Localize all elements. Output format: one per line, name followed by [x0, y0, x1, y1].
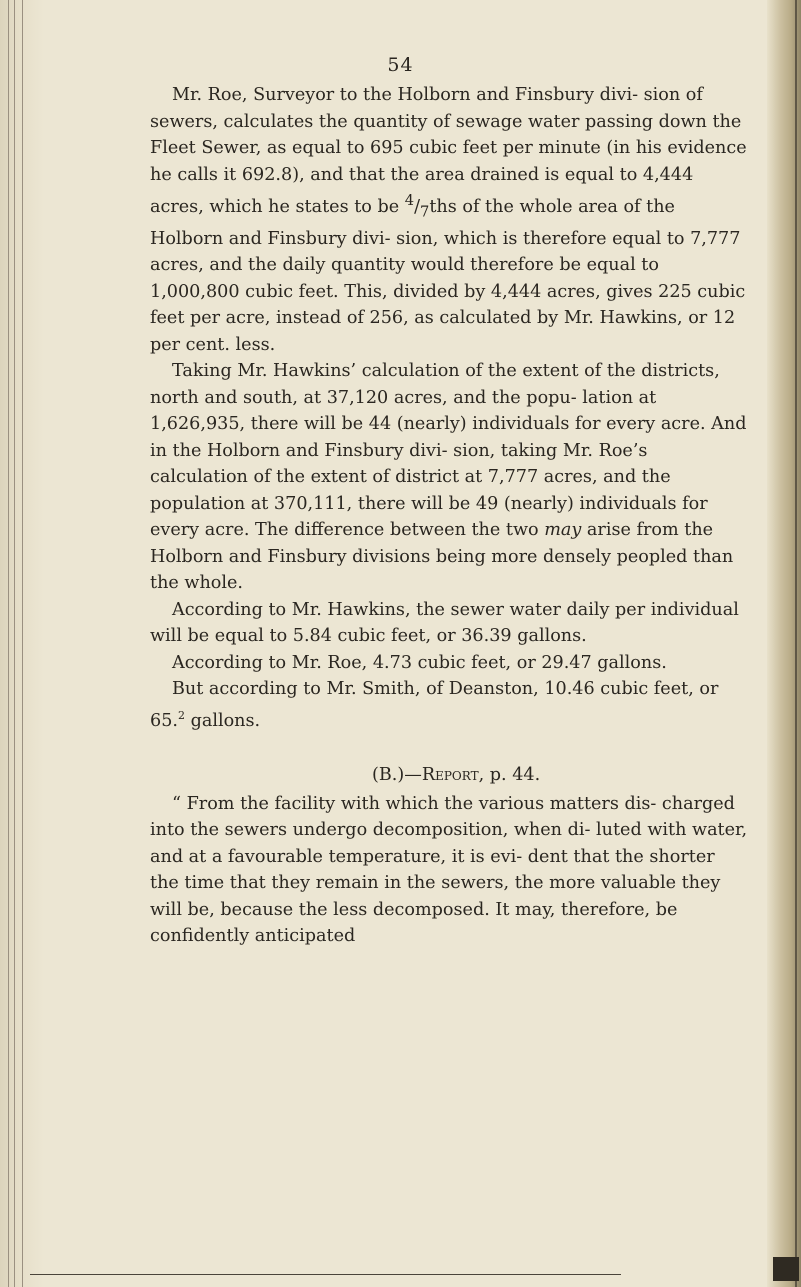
quote-paragraph: “ From the facility with which the various matters dis- charged into the sewers undergo decomposition, when di- luted with water, and at a favourable temperature, it is evi- dent that the shorter the time that they remain in the sewers, the more valuable they will be, because the less decomposed. It may, therefore, be confidently anticipated: [150, 793, 748, 947]
paragraph-hawkins-per-individual: According to Mr. Hawkins, the sewer water daily per individual will be equal to 5.84 cubic feet, or 36.39 gallons.: [150, 599, 739, 647]
paragraph-roe-surveyor: Mr. Roe, Surveyor to the Holborn and Finsbury divi- sion of sewers, calculates the quantity of sewage water passing down the Fleet Sewer, as equal to 695 cubic feet per minute (in his evidence he calls it 692.8), and that the area drained is equal to 4,444 acres, which he states to be $^4/_7ths$ of the whole area of the Holborn and Finsbury divi- sion, which is therefore equal to 7,777 acres, and the daily quantity would therefore be equal to 1,000,800 cubic feet. This, divided by 4,444 acres, gives 225 cubic feet per acre, instead of 256, as calculated by Mr. Hawkins, or 12 per cent. less.: [150, 85, 747, 355]
paragraph-roe-per-individual: According to Mr. Roe, 4.73 cubic feet, or 29.47 gallons.: [172, 652, 667, 673]
paragraph-hawkins-calculation: Taking Mr. Hawkins’ calculation of the extent of the districts, north and south, at 37,120 acres, and the popu- lation at 1,626,935, there will be 44 (nearly) individuals for every acre. And in the Holborn and Finsbury divi- sion, taking Mr. Roe’s calculation of the extent of district at 7,777 acres, and the population at 370,111, there will be 49 (nearly) individuals for every acre. The difference between the two may arise from the Holborn and Finsbury divisions being more densely peopled than the whole.: [150, 361, 747, 594]
bottom-rule: [30, 1274, 621, 1275]
page-number: 54: [387, 54, 414, 76]
right-page-edge: [767, 0, 801, 1287]
edge-mark: [773, 1257, 799, 1281]
left-gutter: [0, 0, 44, 1287]
paragraph-smith-per-individual: But according to Mr. Smith, of Deanston, 10.46 cubic feet, or 65.$^2$ gallons.: [150, 679, 719, 731]
section-heading: (B.)—Report, p. 44.: [372, 765, 541, 786]
page-text: [150, 82, 748, 950]
